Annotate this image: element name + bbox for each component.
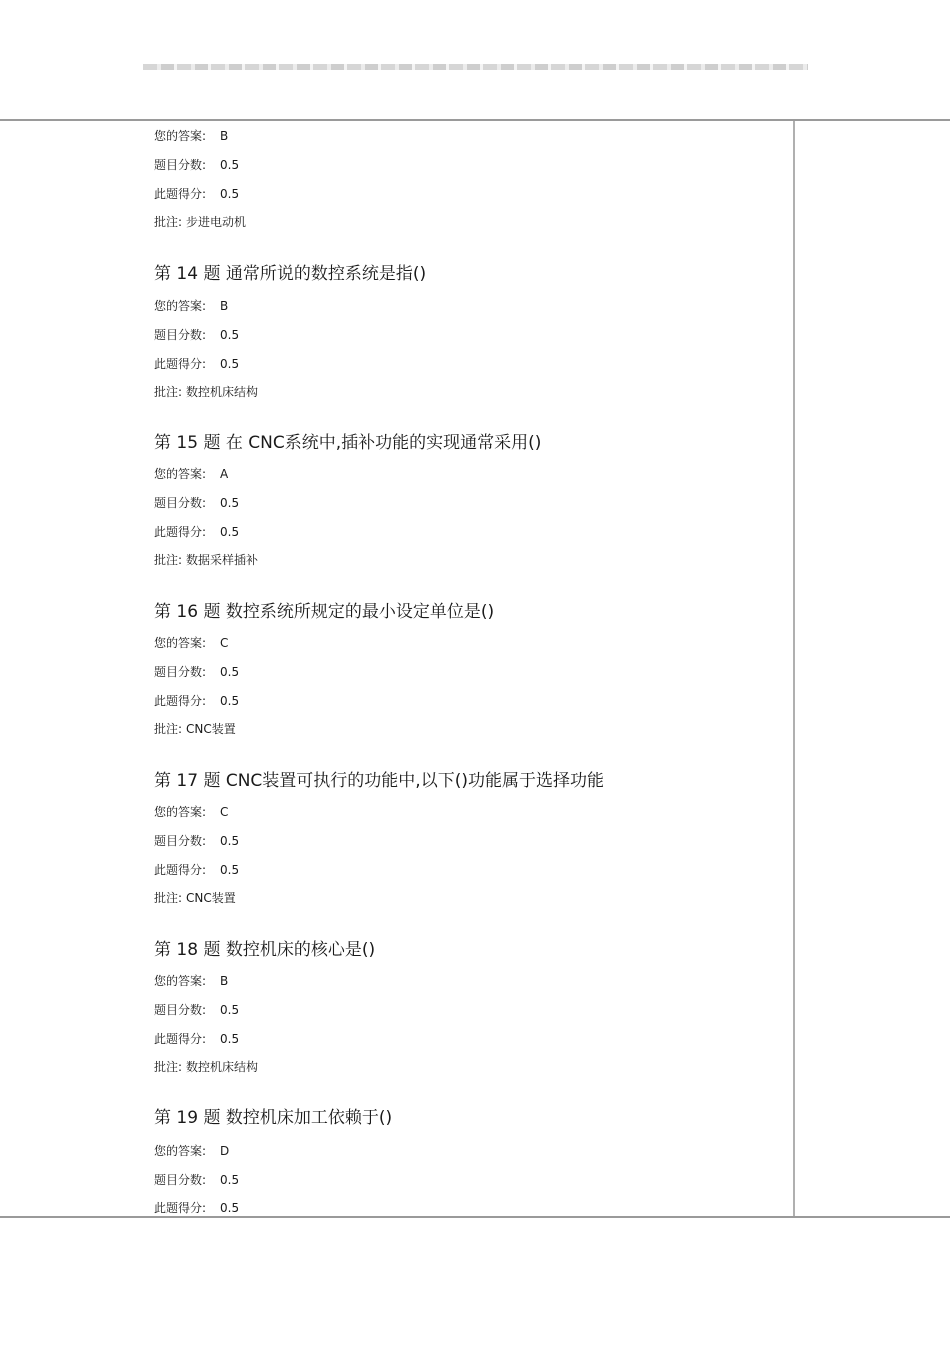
earned-score-label: 此题得分: bbox=[154, 1201, 207, 1215]
note-row bbox=[154, 890, 236, 906]
your-answer-value: C bbox=[220, 636, 229, 650]
question-score-value: 0.5 bbox=[220, 1003, 240, 1017]
question-score-label: 题目分数: bbox=[154, 1003, 207, 1017]
note-label: 批注: bbox=[154, 385, 183, 399]
question-score-label: 题目分数: bbox=[154, 496, 207, 510]
your-answer-row bbox=[154, 298, 228, 314]
earned-score-row bbox=[154, 524, 239, 540]
your-answer-value: B bbox=[220, 974, 229, 988]
your-answer-value: B bbox=[220, 299, 229, 313]
question-score-label: 题目分数: bbox=[154, 1173, 207, 1187]
earned-score-label: 此题得分: bbox=[154, 357, 207, 371]
bottom-divider bbox=[0, 1216, 950, 1218]
earned-score-label: 此题得分: bbox=[154, 525, 207, 539]
your-answer-label: 您的答案: bbox=[154, 636, 207, 650]
note-label: 批注: bbox=[154, 215, 183, 229]
earned-score-row bbox=[154, 862, 239, 878]
note-value: CNC装置 bbox=[186, 891, 236, 905]
question-score-value: 0.5 bbox=[220, 328, 240, 342]
earned-score-row bbox=[154, 693, 239, 709]
question-score-label: 题目分数: bbox=[154, 665, 207, 679]
your-answer-value: D bbox=[220, 1144, 230, 1158]
question-score-label: 题目分数: bbox=[154, 158, 207, 172]
note-row bbox=[154, 1059, 258, 1075]
question-score-row bbox=[154, 1002, 239, 1018]
question-score-label: 题目分数: bbox=[154, 328, 207, 342]
earned-score-value: 0.5 bbox=[220, 863, 240, 877]
note-label: 批注: bbox=[154, 1060, 183, 1074]
your-answer-row bbox=[154, 1143, 229, 1159]
question-score-value: 0.5 bbox=[220, 834, 240, 848]
earned-score-value: 0.5 bbox=[220, 1201, 240, 1215]
earned-score-row bbox=[154, 356, 239, 372]
your-answer-row bbox=[154, 128, 228, 144]
your-answer-label: 您的答案: bbox=[154, 129, 207, 143]
your-answer-row bbox=[154, 804, 228, 820]
note-label: 批注: bbox=[154, 553, 183, 567]
your-answer-row bbox=[154, 973, 228, 989]
question-score-label: 题目分数: bbox=[154, 834, 207, 848]
note-value: CNC装置 bbox=[186, 722, 236, 736]
question-score-row bbox=[154, 157, 239, 173]
note-value: 步进电动机 bbox=[186, 215, 247, 229]
earned-score-row bbox=[154, 1200, 239, 1216]
note-row bbox=[154, 384, 258, 400]
note-value: 数据采样插补 bbox=[186, 553, 259, 567]
question-title: 第 19 题 数控机床加工依赖于() bbox=[154, 1108, 393, 1128]
your-answer-value: C bbox=[220, 805, 229, 819]
note-value: 数控机床结构 bbox=[186, 1060, 259, 1074]
earned-score-value: 0.5 bbox=[220, 525, 240, 539]
earned-score-row bbox=[154, 186, 239, 202]
question-score-row bbox=[154, 495, 239, 511]
page-header-blurred-text bbox=[143, 64, 808, 70]
earned-score-value: 0.5 bbox=[220, 1032, 240, 1046]
top-divider bbox=[0, 119, 950, 121]
note-label: 批注: bbox=[154, 891, 183, 905]
note-value: 数控机床结构 bbox=[186, 385, 259, 399]
note-row bbox=[154, 552, 258, 568]
earned-score-label: 此题得分: bbox=[154, 694, 207, 708]
your-answer-row bbox=[154, 635, 228, 651]
your-answer-value: B bbox=[220, 129, 229, 143]
note-label: 批注: bbox=[154, 722, 183, 736]
your-answer-value: A bbox=[220, 467, 229, 481]
your-answer-label: 您的答案: bbox=[154, 467, 207, 481]
question-title: 第 17 题 CNC装置可执行的功能中,以下()功能属于选择功能 bbox=[154, 771, 604, 791]
question-score-value: 0.5 bbox=[220, 158, 240, 172]
question-score-value: 0.5 bbox=[220, 1173, 240, 1187]
question-score-row bbox=[154, 664, 239, 680]
earned-score-label: 此题得分: bbox=[154, 863, 207, 877]
earned-score-label: 此题得分: bbox=[154, 187, 207, 201]
earned-score-value: 0.5 bbox=[220, 187, 240, 201]
note-row bbox=[154, 721, 236, 737]
question-title: 第 18 题 数控机床的核心是() bbox=[154, 940, 376, 960]
note-row bbox=[154, 214, 246, 230]
earned-score-label: 此题得分: bbox=[154, 1032, 207, 1046]
question-score-row bbox=[154, 1172, 239, 1188]
your-answer-row bbox=[154, 466, 228, 482]
earned-score-value: 0.5 bbox=[220, 357, 240, 371]
your-answer-label: 您的答案: bbox=[154, 805, 207, 819]
question-score-row bbox=[154, 833, 239, 849]
right-margin-divider bbox=[793, 121, 795, 1216]
question-score-value: 0.5 bbox=[220, 496, 240, 510]
earned-score-value: 0.5 bbox=[220, 694, 240, 708]
question-title: 第 16 题 数控系统所规定的最小设定单位是() bbox=[154, 602, 495, 622]
question-score-row bbox=[154, 327, 239, 343]
question-score-value: 0.5 bbox=[220, 665, 240, 679]
question-title: 第 15 题 在 CNC系统中,插补功能的实现通常采用() bbox=[154, 433, 542, 453]
earned-score-row bbox=[154, 1031, 239, 1047]
your-answer-label: 您的答案: bbox=[154, 1144, 207, 1158]
your-answer-label: 您的答案: bbox=[154, 299, 207, 313]
your-answer-label: 您的答案: bbox=[154, 974, 207, 988]
question-title: 第 14 题 通常所说的数控系统是指() bbox=[154, 264, 427, 284]
